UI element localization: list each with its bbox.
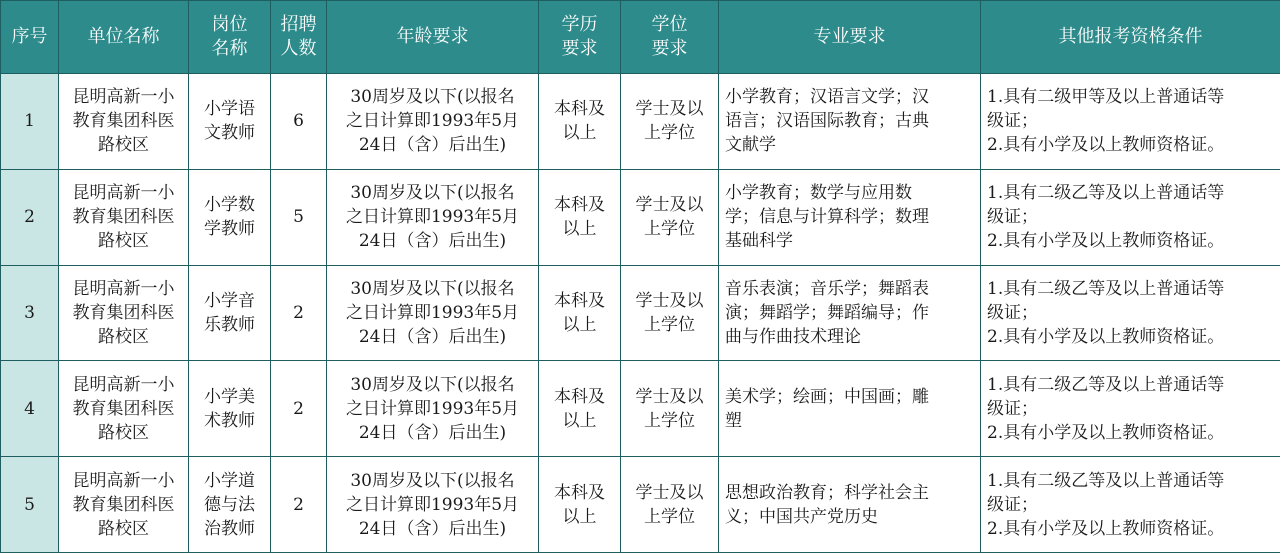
cell-deg: 学士及以 上学位 [621, 169, 719, 265]
header-other: 其他报考资格条件 [981, 1, 1280, 74]
table-row [1, 74, 1280, 170]
header-age: 年龄要求 [327, 1, 539, 74]
cell-age: 30周岁及以下(以报名 之日计算即1993年5月 24日（含）后出生) [327, 457, 539, 553]
cell-num: 5 [271, 169, 327, 265]
header-major: 专业要求 [719, 1, 981, 74]
cell-age: 30周岁及以下(以报名 之日计算即1993年5月 24日（含）后出生) [327, 74, 539, 170]
cell-unit: 昆明高新一小 教育集团科医 路校区 [59, 457, 189, 553]
cell-other: 1.具有二级乙等及以上普通话等 级证； 2.具有小学及以上教师资格证。 [981, 265, 1280, 361]
header-row [1, 1, 1280, 74]
cell-other: 1.具有二级乙等及以上普通话等 级证； 2.具有小学及以上教师资格证。 [981, 361, 1280, 457]
table-row [1, 457, 1280, 553]
cell-other: 1.具有二级乙等及以上普通话等 级证； 2.具有小学及以上教师资格证。 [981, 457, 1280, 553]
cell-other: 1.具有二级乙等及以上普通话等 级证； 2.具有小学及以上教师资格证。 [981, 169, 1280, 265]
cell-deg: 学士及以 上学位 [621, 265, 719, 361]
header-num: 招聘 人数 [271, 1, 327, 74]
cell-edu: 本科及 以上 [539, 74, 621, 170]
header-post: 岗位 名称 [189, 1, 271, 74]
cell-unit: 昆明高新一小 教育集团科医 路校区 [59, 169, 189, 265]
header-edu: 学历 要求 [539, 1, 621, 74]
header-deg: 学位 要求 [621, 1, 719, 74]
cell-unit: 昆明高新一小 教育集团科医 路校区 [59, 74, 189, 170]
cell-edu: 本科及 以上 [539, 457, 621, 553]
cell-major: 音乐表演；音乐学；舞蹈表 演；舞蹈学；舞蹈编导；作 曲与作曲技术理论 [719, 265, 981, 361]
cell-post: 小学道 德与法 治教师 [189, 457, 271, 553]
cell-num: 6 [271, 74, 327, 170]
cell-num: 2 [271, 457, 327, 553]
table-row [1, 265, 1280, 361]
cell-major: 小学教育；数学与应用数 学；信息与计算科学；数理 基础科学 [719, 169, 981, 265]
cell-age: 30周岁及以下(以报名 之日计算即1993年5月 24日（含）后出生) [327, 169, 539, 265]
cell-other: 1.具有二级甲等及以上普通话等 级证； 2.具有小学及以上教师资格证。 [981, 74, 1280, 170]
cell-num: 2 [271, 265, 327, 361]
cell-unit: 昆明高新一小 教育集团科医 路校区 [59, 265, 189, 361]
cell-post: 小学语 文教师 [189, 74, 271, 170]
cell-seq: 4 [1, 361, 59, 457]
cell-major: 思想政治教育；科学社会主 义；中国共产党历史 [719, 457, 981, 553]
table-row [1, 361, 1280, 457]
cell-edu: 本科及 以上 [539, 265, 621, 361]
cell-post: 小学美 术教师 [189, 361, 271, 457]
cell-major: 小学教育；汉语言文学；汉 语言；汉语国际教育；古典 文献学 [719, 74, 981, 170]
header-unit: 单位名称 [59, 1, 189, 74]
cell-seq: 1 [1, 74, 59, 170]
cell-num: 2 [271, 361, 327, 457]
cell-edu: 本科及 以上 [539, 169, 621, 265]
cell-deg: 学士及以 上学位 [621, 457, 719, 553]
header-seq: 序号 [1, 1, 59, 74]
cell-seq: 2 [1, 169, 59, 265]
cell-post: 小学音 乐教师 [189, 265, 271, 361]
cell-age: 30周岁及以下(以报名 之日计算即1993年5月 24日（含）后出生) [327, 265, 539, 361]
cell-edu: 本科及 以上 [539, 361, 621, 457]
cell-major: 美术学；绘画；中国画；雕 塑 [719, 361, 981, 457]
cell-seq: 5 [1, 457, 59, 553]
cell-post: 小学数 学教师 [189, 169, 271, 265]
cell-deg: 学士及以 上学位 [621, 361, 719, 457]
cell-age: 30周岁及以下(以报名 之日计算即1993年5月 24日（含）后出生) [327, 361, 539, 457]
cell-seq: 3 [1, 265, 59, 361]
table-row [1, 169, 1280, 265]
cell-deg: 学士及以 上学位 [621, 74, 719, 170]
cell-unit: 昆明高新一小 教育集团科医 路校区 [59, 361, 189, 457]
